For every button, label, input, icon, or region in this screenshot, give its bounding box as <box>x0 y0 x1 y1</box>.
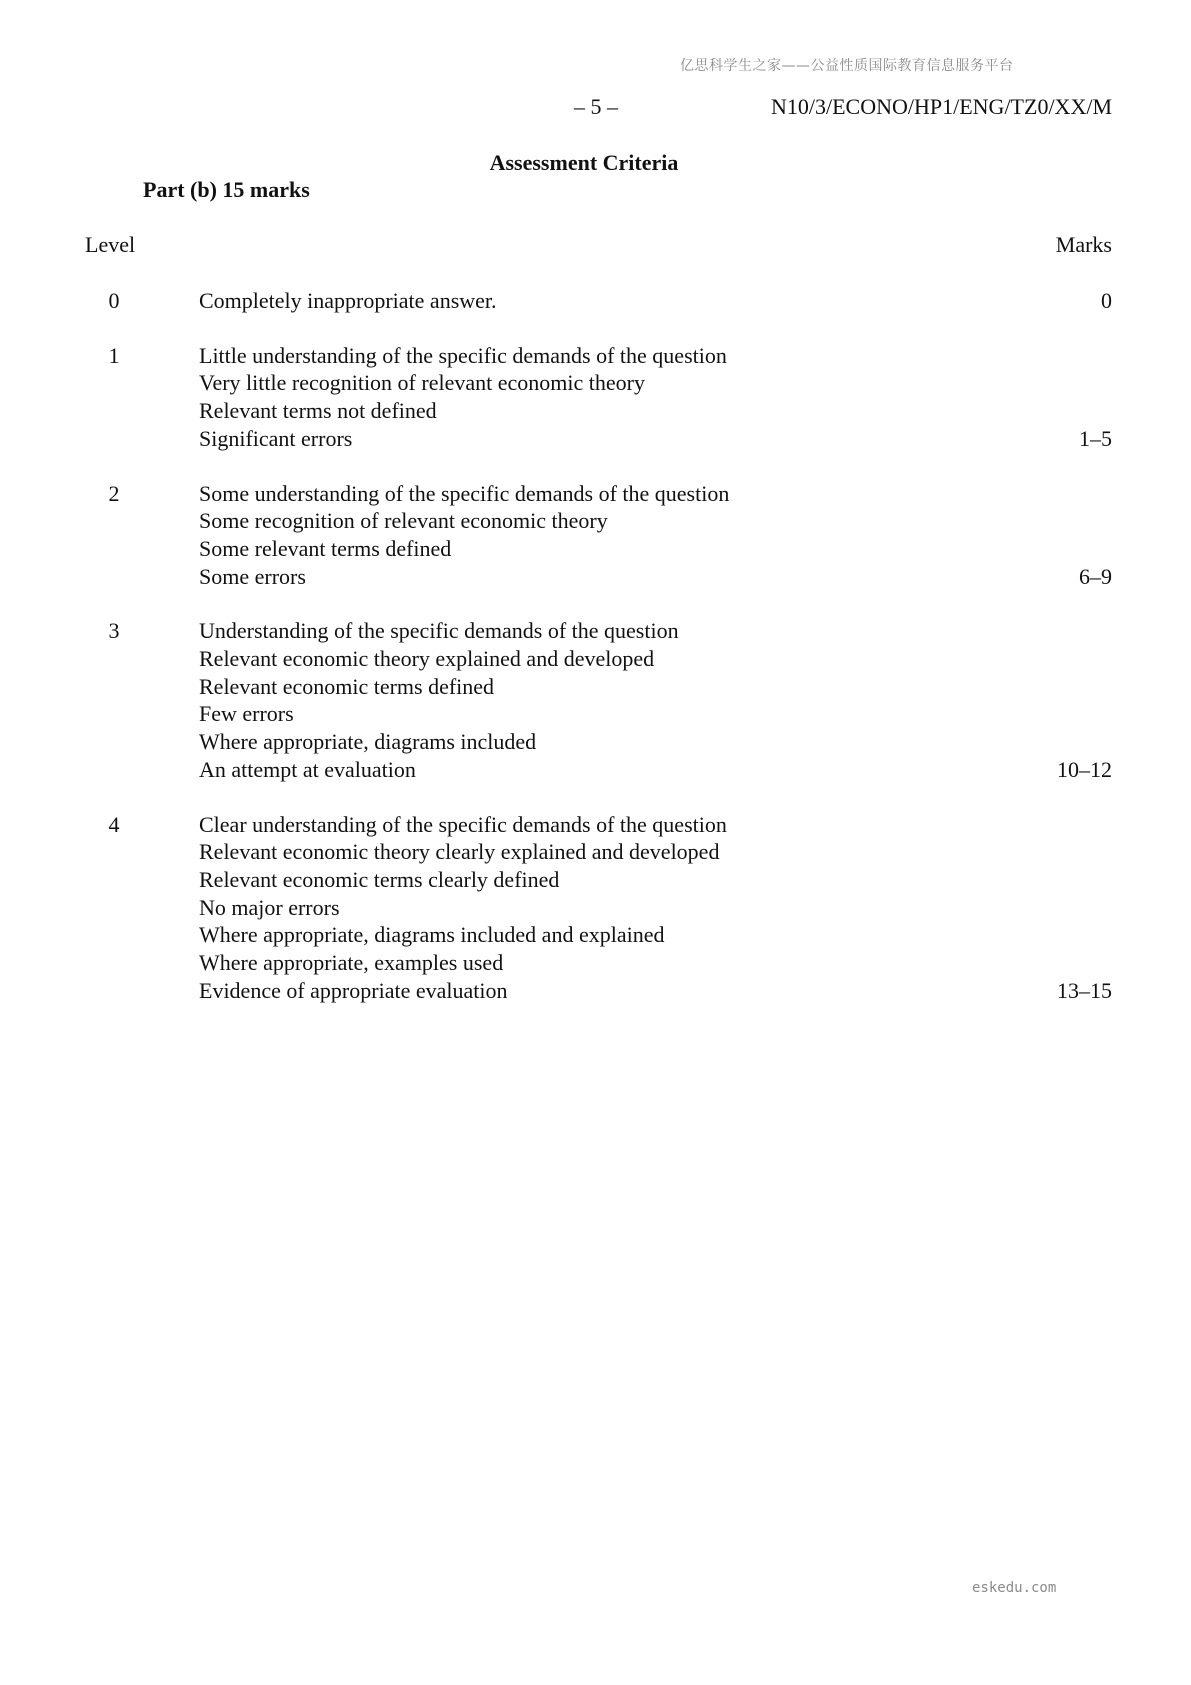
descriptor-line: No major errors <box>199 894 340 920</box>
level-number: 0 <box>108 288 120 313</box>
part-label: Part (b) 15 marks <box>143 177 310 202</box>
level-descriptors <box>199 617 1112 783</box>
level-descriptors <box>199 811 1112 1005</box>
descriptor-line: An attempt at evaluation <box>199 756 416 782</box>
watermark-top: 亿思科学生之家——公益性质国际教育信息服务平台 <box>680 58 1014 74</box>
descriptor-line: Relevant economic theory explained and developed <box>199 646 655 672</box>
level-descriptors <box>199 480 1112 591</box>
descriptor-line: Some recognition of relevant economic theory <box>199 508 608 534</box>
descriptor-line: Clear understanding of the specific demands of the question <box>199 811 727 837</box>
level-descriptors <box>199 342 1112 453</box>
level-row <box>85 811 1112 1005</box>
descriptor-line: Little understanding of the specific demands of the question <box>199 342 727 368</box>
descriptor-line: Completely inappropriate answer. <box>199 288 497 313</box>
descriptor-line: Where appropriate, diagrams included and explained <box>199 922 665 948</box>
marks-column-header: Marks <box>1055 232 1112 257</box>
level-row <box>85 480 1112 591</box>
level-column-header: Level <box>85 232 136 257</box>
watermark-bottom: eskedu.com <box>972 1580 1057 1596</box>
marks-value: 6–9 <box>1079 563 1112 589</box>
marks-value: 0 <box>1101 288 1112 313</box>
descriptor-line: Relevant economic terms defined <box>199 673 495 699</box>
descriptor-line: Understanding of the specific demands of the question <box>199 618 679 644</box>
level-row <box>85 617 1112 783</box>
descriptor-line: Significant errors <box>199 425 353 451</box>
level-number: 4 <box>108 811 120 837</box>
descriptor-line: Relevant economic theory clearly explained and developed <box>199 839 720 865</box>
level-row <box>85 342 1112 453</box>
descriptor-line: Few errors <box>199 701 294 727</box>
criteria-table <box>85 287 1112 1031</box>
level-number: 1 <box>108 342 120 368</box>
descriptor-line: Where appropriate, diagrams included <box>199 729 537 755</box>
marks-value: 13–15 <box>1057 977 1112 1003</box>
descriptor-line: Some understanding of the specific demands of the question <box>199 480 730 506</box>
descriptor-line: Evidence of appropriate evaluation <box>199 977 508 1003</box>
descriptor-line: Where appropriate, examples used <box>199 950 504 976</box>
descriptor-line: Some errors <box>199 563 306 589</box>
level-number: 2 <box>108 480 120 506</box>
descriptor-line: Very little recognition of relevant economic theory <box>199 370 645 396</box>
document-code: N10/3/ECONO/HP1/ENG/TZ0/XX/M <box>771 94 1112 119</box>
level-number: 3 <box>108 618 120 644</box>
marks-value: 10–12 <box>1057 756 1112 782</box>
level-row <box>85 287 1112 315</box>
descriptor-line: Relevant economic terms clearly defined <box>199 866 560 892</box>
page-title: Assessment Criteria <box>489 150 679 175</box>
descriptor-line: Some relevant terms defined <box>199 535 452 561</box>
page-number: – 5 – <box>574 94 618 119</box>
descriptor-line: Relevant terms not defined <box>199 398 437 424</box>
marks-value: 1–5 <box>1079 425 1112 451</box>
level-descriptors <box>199 287 1112 315</box>
